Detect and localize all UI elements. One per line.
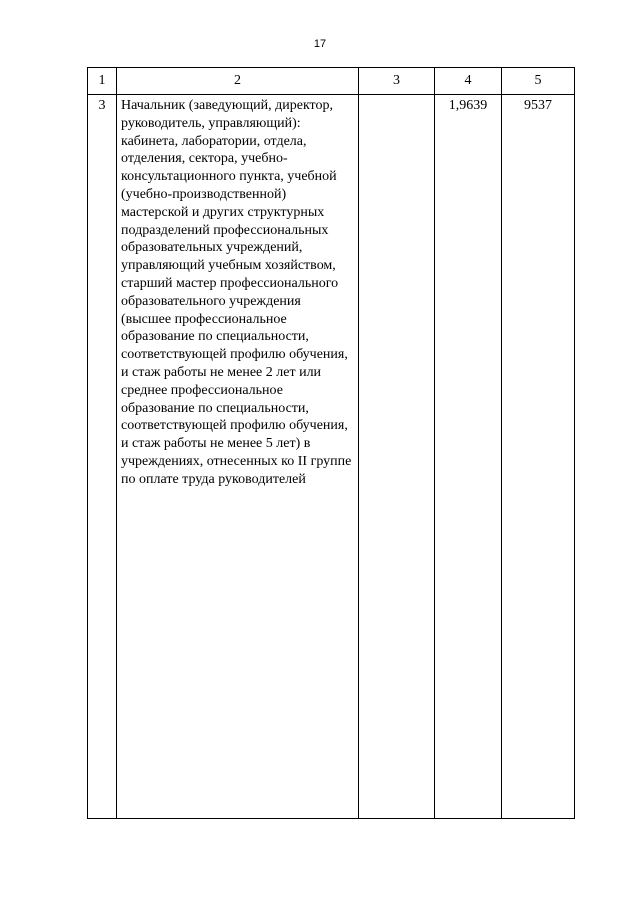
header-cell-5: 5	[502, 68, 575, 95]
header-cell-1: 1	[88, 68, 117, 95]
table-row	[88, 95, 575, 819]
header-cell-4: 4	[435, 68, 502, 95]
position-description: Начальник (заведующий, директор, руководитель, управляющий): кабинета, лаборатории, отдела, отделения, сектора, учебно-консультационного пункта, учебной (учебно-производственной) мастерской и других структурных подразделений профессиональных образовательных учреждений, управляющий учебным хозяйством, старший мастер профессионального образовательного учреждения (высшее профессиональное образование по специальности, соответствующей профилю обучения, и стаж работы не менее 2 лет или среднее профессиональное образование по специальности, соответствующей профилю обучения, и стаж работы не менее 5 лет) в учреждениях, отнесенных ко II группе по оплате труда руководителей	[117, 95, 359, 819]
salary-table	[87, 67, 575, 819]
page-number: 17	[313, 38, 327, 50]
header-cell-3: 3	[359, 68, 435, 95]
column-3-cell	[359, 95, 435, 819]
header-cell-2: 2	[117, 68, 359, 95]
coefficient-cell: 1,9639	[435, 95, 502, 819]
table-header-row	[88, 68, 575, 95]
amount-cell: 9537	[502, 95, 575, 819]
row-number: 3	[88, 95, 117, 819]
